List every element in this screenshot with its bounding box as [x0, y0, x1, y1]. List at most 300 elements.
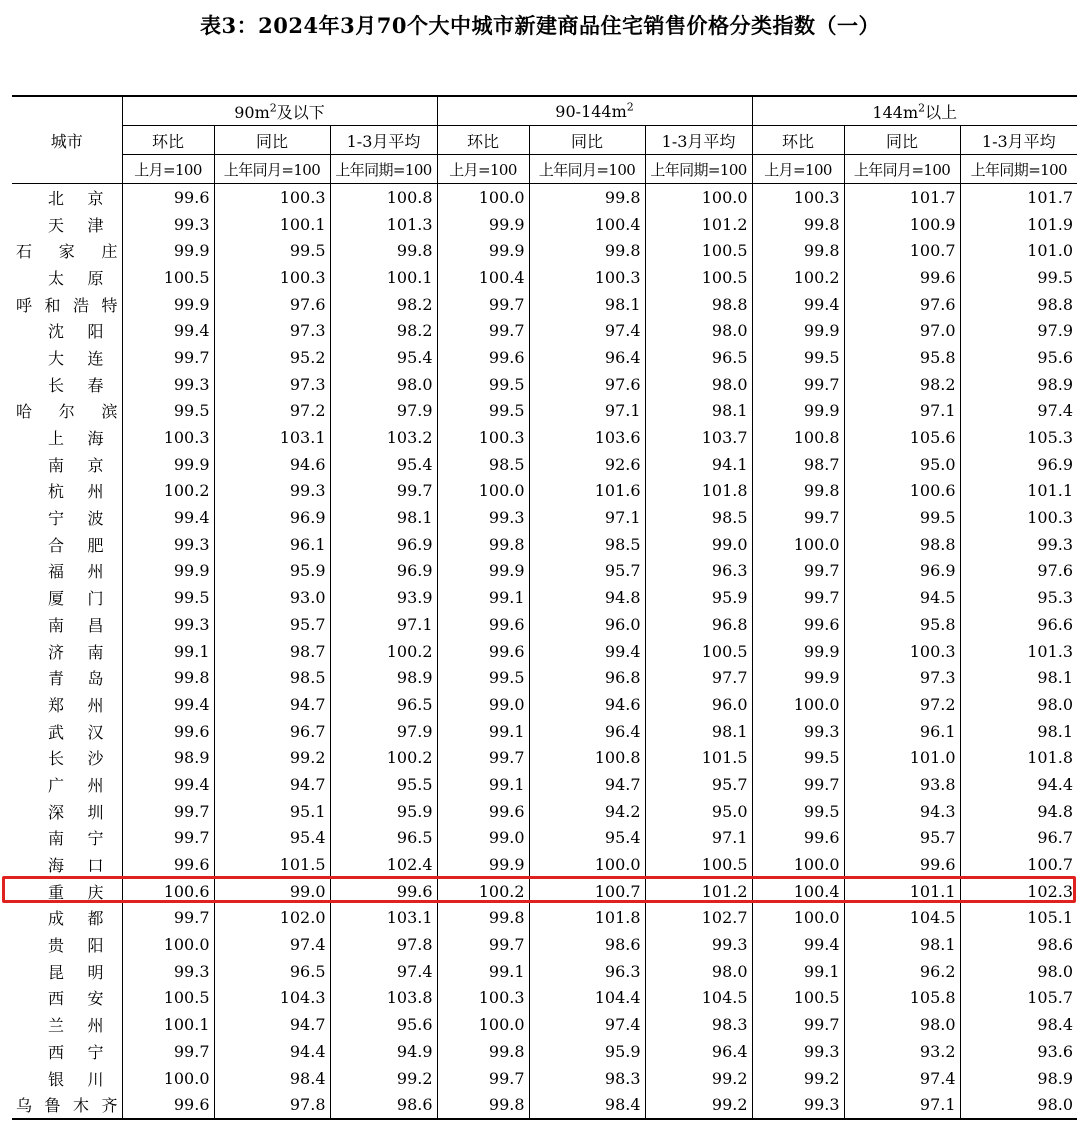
value-cell: 98.5	[214, 664, 330, 691]
value-cell: 96.4	[645, 1038, 752, 1065]
value-cell: 96.9	[330, 531, 437, 558]
value-cell: 98.1	[645, 718, 752, 745]
value-cell: 99.9	[122, 558, 214, 585]
value-cell: 99.1	[437, 771, 529, 798]
value-cell: 98.1	[529, 291, 645, 318]
value-cell: 102.7	[645, 905, 752, 932]
value-cell: 99.9	[122, 451, 214, 478]
city-cell: 郑州	[48, 695, 104, 715]
value-cell: 94.8	[529, 584, 645, 611]
value-cell: 99.6	[330, 878, 437, 905]
value-cell: 100.3	[437, 424, 529, 451]
value-cell: 99.3	[960, 531, 1077, 558]
city-cell: 石家庄	[16, 242, 118, 262]
value-cell: 95.9	[330, 798, 437, 825]
value-cell: 97.6	[529, 371, 645, 398]
city-cell: 广州	[48, 775, 104, 795]
value-cell: 100.8	[330, 184, 437, 211]
value-cell: 101.3	[330, 211, 437, 238]
value-cell: 96.4	[529, 344, 645, 371]
value-cell: 96.6	[960, 611, 1077, 638]
value-cell: 94.2	[529, 798, 645, 825]
value-cell: 95.4	[330, 451, 437, 478]
city-cell: 沈阳	[48, 322, 104, 342]
value-cell: 100.4	[529, 211, 645, 238]
table-row	[12, 237, 1077, 264]
value-cell: 101.7	[844, 184, 960, 211]
value-cell: 98.1	[960, 718, 1077, 745]
page-title: 表3：2024年3月70个大中城市新建商品住宅销售价格分类指数（一）	[200, 13, 880, 38]
value-cell: 99.7	[752, 504, 844, 531]
sub-header: 1-3月平均	[645, 126, 752, 155]
value-cell: 100.0	[752, 905, 844, 932]
table-row	[12, 1038, 1077, 1065]
value-cell: 97.8	[214, 1091, 330, 1119]
base-header: 上年同期=100	[330, 155, 437, 184]
value-cell: 99.9	[752, 638, 844, 665]
value-cell: 99.8	[752, 237, 844, 264]
value-cell: 96.5	[214, 958, 330, 985]
value-cell: 97.1	[645, 825, 752, 852]
table-row	[12, 451, 1077, 478]
value-cell: 99.6	[844, 264, 960, 291]
value-cell: 94.7	[214, 771, 330, 798]
value-cell: 99.5	[437, 371, 529, 398]
city-cell: 合肥	[48, 535, 104, 555]
value-cell: 96.3	[645, 558, 752, 585]
value-cell: 99.9	[437, 211, 529, 238]
value-cell: 99.7	[437, 317, 529, 344]
value-cell: 95.7	[844, 825, 960, 852]
value-cell: 105.7	[960, 985, 1077, 1012]
table-row	[12, 691, 1077, 718]
value-cell: 99.4	[122, 317, 214, 344]
table-row	[12, 184, 1077, 211]
value-cell: 99.7	[330, 478, 437, 505]
value-cell: 98.0	[844, 1011, 960, 1038]
value-cell: 102.4	[330, 851, 437, 878]
sub-header: 环比	[437, 126, 529, 155]
value-cell: 96.7	[214, 718, 330, 745]
value-cell: 99.6	[437, 611, 529, 638]
value-cell: 95.4	[529, 825, 645, 852]
value-cell: 94.8	[960, 798, 1077, 825]
value-cell: 100.8	[529, 744, 645, 771]
value-cell: 96.3	[529, 958, 645, 985]
table-row	[12, 931, 1077, 958]
value-cell: 96.4	[529, 718, 645, 745]
value-cell: 99.0	[214, 878, 330, 905]
value-cell: 98.1	[645, 398, 752, 425]
value-cell: 104.4	[529, 985, 645, 1012]
value-cell: 97.9	[960, 317, 1077, 344]
value-cell: 100.1	[214, 211, 330, 238]
value-cell: 96.5	[645, 344, 752, 371]
table-row	[12, 958, 1077, 985]
value-cell: 96.7	[960, 825, 1077, 852]
city-cell: 宁波	[48, 509, 104, 529]
value-cell: 96.0	[645, 691, 752, 718]
city-cell: 武汉	[48, 722, 104, 742]
value-cell: 98.1	[960, 664, 1077, 691]
table-row	[12, 638, 1077, 665]
value-cell: 94.9	[330, 1038, 437, 1065]
value-cell: 100.0	[437, 184, 529, 211]
base-header: 上年同月=100	[214, 155, 330, 184]
value-cell: 97.1	[844, 398, 960, 425]
value-cell: 100.2	[437, 878, 529, 905]
value-cell: 103.8	[330, 985, 437, 1012]
table-row	[12, 478, 1077, 505]
value-cell: 99.5	[752, 798, 844, 825]
value-cell: 94.3	[844, 798, 960, 825]
value-cell: 100.9	[844, 211, 960, 238]
value-cell: 95.3	[960, 584, 1077, 611]
value-cell: 100.2	[122, 478, 214, 505]
value-cell: 99.6	[122, 851, 214, 878]
group-header: $90-144m^2$	[437, 96, 752, 126]
value-cell: 98.6	[960, 931, 1077, 958]
value-cell: 95.2	[214, 344, 330, 371]
value-cell: 99.7	[437, 1065, 529, 1092]
value-cell: 99.4	[529, 638, 645, 665]
value-cell: 99.8	[437, 1091, 529, 1119]
value-cell: 98.2	[330, 317, 437, 344]
value-cell: 99.8	[437, 531, 529, 558]
value-cell: 101.0	[960, 237, 1077, 264]
value-cell: 100.3	[214, 264, 330, 291]
table-row	[12, 558, 1077, 585]
value-cell: 100.0	[122, 931, 214, 958]
value-cell: 95.7	[214, 611, 330, 638]
value-cell: 98.1	[844, 931, 960, 958]
value-cell: 99.2	[645, 1065, 752, 1092]
value-cell: 99.5	[122, 584, 214, 611]
value-cell: 101.8	[529, 905, 645, 932]
value-cell: 95.8	[844, 611, 960, 638]
value-cell: 102.3	[960, 878, 1077, 905]
city-cell: 厦门	[48, 589, 104, 609]
value-cell: 97.2	[844, 691, 960, 718]
value-cell: 100.0	[437, 478, 529, 505]
value-cell: 100.5	[645, 264, 752, 291]
value-cell: 99.8	[330, 237, 437, 264]
city-cell: 成都	[48, 909, 104, 929]
value-cell: 99.7	[122, 905, 214, 932]
value-cell: 99.7	[437, 744, 529, 771]
value-cell: 100.7	[529, 878, 645, 905]
value-cell: 100.3	[122, 424, 214, 451]
value-cell: 99.7	[437, 291, 529, 318]
value-cell: 93.6	[960, 1038, 1077, 1065]
value-cell: 95.7	[529, 558, 645, 585]
table-row	[12, 291, 1077, 318]
value-cell: 99.5	[214, 237, 330, 264]
value-cell: 100.5	[122, 264, 214, 291]
base-header: 上月=100	[437, 155, 529, 184]
value-cell: 105.8	[844, 985, 960, 1012]
table-row	[12, 798, 1077, 825]
value-cell: 97.4	[529, 317, 645, 344]
value-cell: 99.8	[752, 478, 844, 505]
value-cell: 98.4	[960, 1011, 1077, 1038]
value-cell: 96.9	[330, 558, 437, 585]
value-cell: 97.0	[844, 317, 960, 344]
value-cell: 99.9	[752, 317, 844, 344]
value-cell: 94.4	[960, 771, 1077, 798]
value-cell: 99.3	[122, 531, 214, 558]
value-cell: 98.9	[960, 1065, 1077, 1092]
value-cell: 101.8	[645, 478, 752, 505]
value-cell: 95.9	[214, 558, 330, 585]
value-cell: 99.0	[645, 531, 752, 558]
table-row	[12, 504, 1077, 531]
value-cell: 99.7	[752, 771, 844, 798]
value-cell: 99.5	[844, 504, 960, 531]
value-cell: 99.6	[437, 638, 529, 665]
value-cell: 96.1	[844, 718, 960, 745]
value-cell: 99.0	[437, 691, 529, 718]
price-index-table	[12, 95, 1077, 1120]
value-cell: 99.7	[122, 798, 214, 825]
city-cell: 乌鲁木齐	[12, 1091, 122, 1119]
table-row	[12, 531, 1077, 558]
value-cell: 99.3	[752, 1038, 844, 1065]
value-cell: 95.4	[330, 344, 437, 371]
value-cell: 99.3	[645, 931, 752, 958]
value-cell: 99.1	[752, 958, 844, 985]
value-cell: 101.9	[960, 211, 1077, 238]
value-cell: 104.3	[214, 985, 330, 1012]
value-cell: 99.3	[122, 958, 214, 985]
value-cell: 95.9	[529, 1038, 645, 1065]
value-cell: 96.5	[330, 825, 437, 852]
value-cell: 95.7	[645, 771, 752, 798]
value-cell: 103.1	[330, 905, 437, 932]
value-cell: 99.6	[122, 184, 214, 211]
value-cell: 99.8	[122, 664, 214, 691]
value-cell: 99.8	[437, 1038, 529, 1065]
city-cell: 昆明	[48, 962, 104, 982]
value-cell: 95.8	[844, 344, 960, 371]
value-cell: 103.7	[645, 424, 752, 451]
value-cell: 98.3	[645, 1011, 752, 1038]
value-cell: 99.2	[214, 744, 330, 771]
value-cell: 99.3	[752, 1091, 844, 1119]
value-cell: 93.9	[330, 584, 437, 611]
base-header: 上年同月=100	[844, 155, 960, 184]
value-cell: 100.0	[645, 184, 752, 211]
value-cell: 101.8	[960, 744, 1077, 771]
value-cell: 99.8	[752, 211, 844, 238]
sub-header: 环比	[752, 126, 844, 155]
value-cell: 99.4	[752, 931, 844, 958]
value-cell: 99.6	[752, 825, 844, 852]
city-cell: 重庆	[48, 882, 104, 902]
table-row	[12, 344, 1077, 371]
city-cell: 西安	[48, 989, 104, 1009]
value-cell: 99.6	[844, 851, 960, 878]
value-cell: 97.2	[214, 398, 330, 425]
value-cell: 104.5	[844, 905, 960, 932]
value-cell: 103.1	[214, 424, 330, 451]
value-cell: 100.1	[122, 1011, 214, 1038]
city-cell: 杭州	[48, 482, 104, 502]
value-cell: 99.7	[752, 371, 844, 398]
value-cell: 99.4	[752, 291, 844, 318]
table-row	[12, 424, 1077, 451]
value-cell: 99.6	[752, 611, 844, 638]
value-cell: 100.5	[122, 985, 214, 1012]
value-cell: 100.0	[752, 691, 844, 718]
value-cell: 99.1	[122, 638, 214, 665]
table-row	[12, 584, 1077, 611]
table-row	[12, 825, 1077, 852]
value-cell: 100.6	[844, 478, 960, 505]
city-cell: 太原	[48, 268, 104, 288]
value-cell: 99.6	[122, 718, 214, 745]
table-row	[12, 771, 1077, 798]
value-cell: 99.5	[960, 264, 1077, 291]
value-cell: 97.4	[214, 931, 330, 958]
value-cell: 95.0	[844, 451, 960, 478]
value-cell: 98.9	[330, 664, 437, 691]
table-row	[12, 371, 1077, 398]
sub-header: 1-3月平均	[960, 126, 1077, 155]
city-cell: 北京	[48, 188, 104, 208]
table-row	[12, 264, 1077, 291]
base-header: 上年同月=100	[529, 155, 645, 184]
value-cell: 98.9	[122, 744, 214, 771]
value-cell: 99.1	[437, 718, 529, 745]
value-cell: 95.6	[960, 344, 1077, 371]
value-cell: 98.5	[645, 504, 752, 531]
value-cell: 97.3	[214, 371, 330, 398]
city-cell: 深圳	[48, 802, 104, 822]
value-cell: 93.2	[844, 1038, 960, 1065]
value-cell: 96.8	[529, 664, 645, 691]
value-cell: 92.6	[529, 451, 645, 478]
city-cell: 贵阳	[48, 936, 104, 956]
value-cell: 100.0	[752, 851, 844, 878]
city-column-header: 城市	[12, 96, 122, 184]
value-cell: 100.2	[752, 264, 844, 291]
value-cell: 99.1	[437, 584, 529, 611]
value-cell: 93.8	[844, 771, 960, 798]
value-cell: 99.2	[330, 1065, 437, 1092]
city-cell: 银川	[48, 1069, 104, 1089]
value-cell: 98.0	[645, 317, 752, 344]
value-cell: 101.1	[844, 878, 960, 905]
value-cell: 99.5	[752, 744, 844, 771]
value-cell: 97.9	[330, 398, 437, 425]
table-row	[12, 878, 1077, 905]
value-cell: 94.1	[645, 451, 752, 478]
value-cell: 97.1	[844, 1091, 960, 1119]
value-cell: 100.2	[330, 744, 437, 771]
city-cell: 长沙	[48, 749, 104, 769]
city-cell: 南京	[48, 455, 104, 475]
value-cell: 100.5	[752, 985, 844, 1012]
value-cell: 100.0	[437, 1011, 529, 1038]
value-cell: 98.0	[645, 371, 752, 398]
table-row	[12, 611, 1077, 638]
value-cell: 101.3	[960, 638, 1077, 665]
value-cell: 94.7	[214, 691, 330, 718]
value-cell: 100.4	[752, 878, 844, 905]
value-cell: 99.5	[437, 398, 529, 425]
value-cell: 99.3	[122, 371, 214, 398]
value-cell: 99.4	[122, 504, 214, 531]
value-cell: 99.4	[122, 771, 214, 798]
value-cell: 99.7	[437, 931, 529, 958]
value-cell: 98.0	[960, 1091, 1077, 1119]
value-cell: 94.5	[844, 584, 960, 611]
value-cell: 99.6	[437, 798, 529, 825]
value-cell: 99.8	[529, 184, 645, 211]
value-cell: 97.6	[844, 291, 960, 318]
value-cell: 97.8	[330, 931, 437, 958]
value-cell: 98.5	[529, 531, 645, 558]
value-cell: 95.0	[645, 798, 752, 825]
group-header: $90m^2$及以下	[122, 96, 437, 126]
value-cell: 99.8	[529, 237, 645, 264]
value-cell: 99.3	[122, 611, 214, 638]
value-cell: 100.4	[437, 264, 529, 291]
value-cell: 94.7	[214, 1011, 330, 1038]
value-cell: 99.7	[752, 584, 844, 611]
value-cell: 99.4	[122, 691, 214, 718]
value-cell: 95.9	[645, 584, 752, 611]
value-cell: 99.2	[645, 1091, 752, 1119]
value-cell: 94.6	[214, 451, 330, 478]
value-cell: 102.0	[214, 905, 330, 932]
value-cell: 98.1	[330, 504, 437, 531]
sub-header: 1-3月平均	[330, 126, 437, 155]
value-cell: 98.2	[330, 291, 437, 318]
value-cell: 97.7	[645, 664, 752, 691]
value-cell: 99.3	[437, 504, 529, 531]
value-cell: 100.3	[960, 504, 1077, 531]
value-cell: 100.3	[437, 985, 529, 1012]
value-cell: 96.2	[844, 958, 960, 985]
group-header: $144m^2$以上	[752, 96, 1077, 126]
value-cell: 98.0	[960, 691, 1077, 718]
table-row	[12, 317, 1077, 344]
base-header: 上年同期=100	[645, 155, 752, 184]
value-cell: 100.5	[645, 851, 752, 878]
value-cell: 100.3	[214, 184, 330, 211]
value-cell: 99.9	[122, 237, 214, 264]
value-cell: 99.5	[437, 664, 529, 691]
value-cell: 95.1	[214, 798, 330, 825]
value-cell: 97.9	[330, 718, 437, 745]
value-cell: 101.2	[645, 878, 752, 905]
city-cell: 哈尔滨	[16, 402, 118, 422]
value-cell: 101.7	[960, 184, 1077, 211]
table-row	[12, 398, 1077, 425]
value-cell: 97.4	[844, 1065, 960, 1092]
city-cell: 济南	[48, 642, 104, 662]
city-cell: 上海	[48, 429, 104, 449]
value-cell: 100.3	[844, 638, 960, 665]
value-cell: 100.0	[752, 531, 844, 558]
value-cell: 103.2	[330, 424, 437, 451]
sub-header: 同比	[844, 126, 960, 155]
value-cell: 97.4	[529, 1011, 645, 1038]
city-cell: 海口	[48, 856, 104, 876]
city-cell: 长春	[48, 375, 104, 395]
